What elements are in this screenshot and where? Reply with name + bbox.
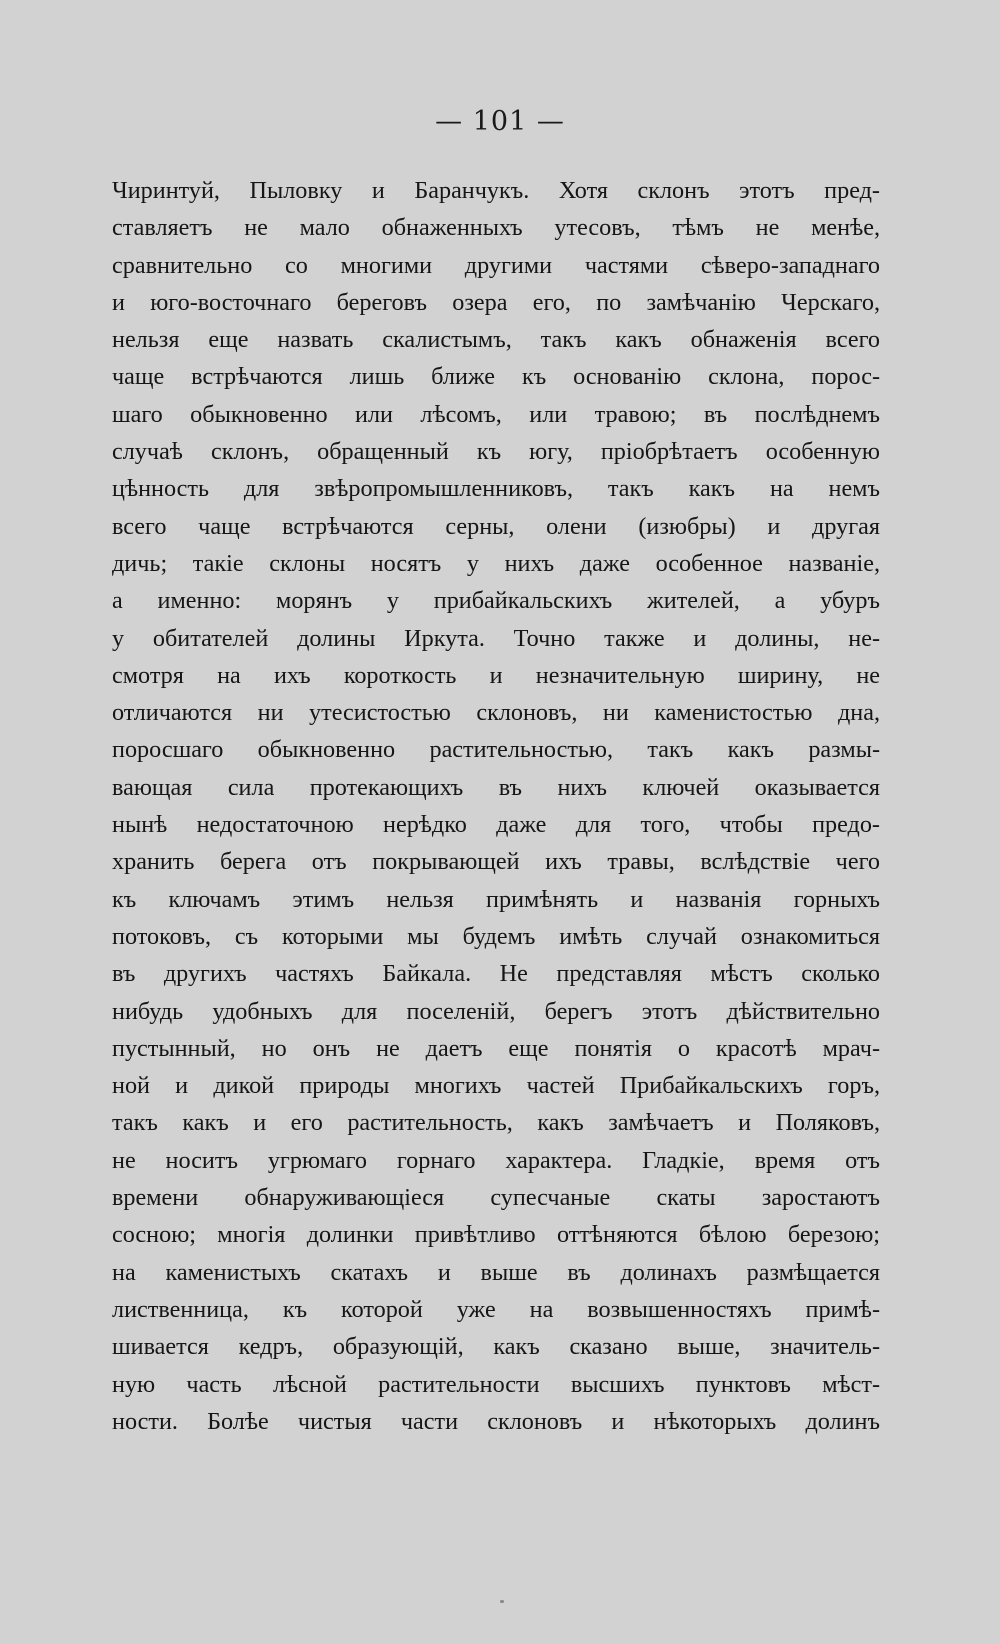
text-line: а именно: морянъ у прибайкальскихъ жителей, а убуръ	[112, 587, 880, 615]
text-line: пустынный, но онъ не даетъ еще понятія о красотѣ мрач-	[112, 1034, 880, 1062]
text-line: нынѣ недостаточною нерѣдко даже для того, чтобы предо-	[112, 811, 880, 839]
text-line: дичь; такіе склоны носятъ у нихъ даже особенное названіе,	[112, 549, 880, 577]
text-line: лиственница, къ которой уже на возвышенностяхъ примѣ-	[112, 1295, 880, 1323]
text-line: къ ключамъ этимъ нельзя примѣнять и названія горныхъ	[112, 885, 880, 913]
text-line: шивается кедръ, образующій, какъ сказано выше, значитель-	[112, 1333, 880, 1361]
body-text	[112, 172, 880, 1440]
text-line: и юго-восточнаго береговъ озера его, по замѣчанію Черскаго,	[112, 288, 880, 316]
text-line: ности. Болѣе чистыя части склоновъ и нѣкоторыхъ долинъ	[112, 1407, 880, 1435]
text-line: смотря на ихъ короткость и незначительную ширину, не	[112, 661, 880, 689]
text-line: всего чаще встрѣчаются серны, олени (изюбры) и другая	[112, 512, 880, 540]
text-line: сравнительно со многими другими частями сѣверо-западнаго	[112, 251, 880, 279]
text-line: ставляетъ не мало обнаженныхъ утесовъ, тѣмъ не менѣе,	[112, 214, 880, 242]
text-line: на каменистыхъ скатахъ и выше въ долинахъ размѣщается	[112, 1258, 880, 1286]
text-line: ную часть лѣсной растительности высшихъ пунктовъ мѣст-	[112, 1370, 880, 1398]
text-line: нельзя еще назвать скалистымъ, такъ какъ обнаженія всего	[112, 326, 880, 354]
text-line: нибудь удобныхъ для поселеній, берегъ этотъ дѣйствительно	[112, 997, 880, 1025]
text-line: потоковъ, съ которыми мы будемъ имѣть случай ознакомиться	[112, 922, 880, 950]
text-line: времени обнаруживающіеся супесчаные скаты заростаютъ	[112, 1184, 880, 1212]
text-line: въ другихъ частяхъ Байкала. Не представляя мѣстъ сколько	[112, 960, 880, 988]
text-line: вающая сила протекающихъ въ нихъ ключей оказывается	[112, 773, 880, 801]
text-line: у обитателей долины Иркута. Точно также и долины, не-	[112, 624, 880, 652]
text-line: сосною; многія долинки привѣтливо оттѣняются бѣлою березою;	[112, 1221, 880, 1249]
text-line: случаѣ склонъ, обращенный къ югу, пріобрѣтаетъ особенную	[112, 438, 880, 466]
text-line: хранить берега отъ покрывающей ихъ травы, вслѣдствіе чего	[112, 848, 880, 876]
text-line: чаще встрѣчаются лишь ближе къ основанію склона, порос-	[112, 363, 880, 391]
text-line: поросшаго обыкновенно растительностью, такъ какъ размы-	[112, 736, 880, 764]
text-line: цѣнность для звѣропромышленниковъ, такъ какъ на немъ	[112, 475, 880, 503]
text-line: Чиринтуй, Пыловку и Баранчукъ. Хотя склонъ этотъ пред-	[112, 177, 880, 204]
text-line: такъ какъ и его растительность, какъ замѣчаетъ и Поляковъ,	[112, 1109, 880, 1137]
text-line: шаго обыкновенно или лѣсомъ, или травою; въ послѣднемъ	[112, 400, 880, 428]
paper-speck	[500, 1600, 504, 1603]
text-line: ной и дикой природы многихъ частей Прибайкальскихъ горъ,	[112, 1072, 880, 1100]
page-number: — 101 —	[435, 106, 565, 137]
text-line: не носитъ угрюмаго горнаго характера. Гладкіе, время отъ	[112, 1146, 880, 1174]
text-line: отличаются ни утесистостью склоновъ, ни каменистостью дна,	[112, 699, 880, 727]
